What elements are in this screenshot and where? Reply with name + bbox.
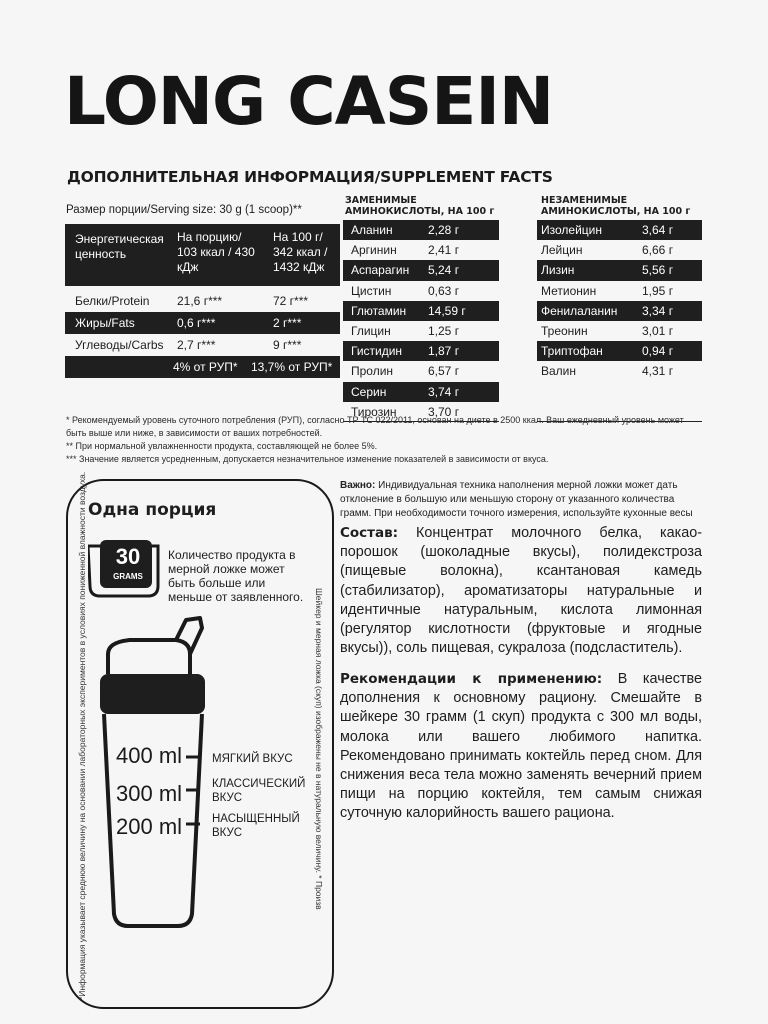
volume-400: 400 ml [116,743,183,768]
amino-value: 4,31 г [642,364,674,379]
amino-name: Гистидин [351,344,403,359]
footnotes [66,414,706,466]
usage-text: В качестве дополнения к основному рациону. Смешайте в шейкере 30 грамм (1 скуп) продукта с 300 мл воды, молока или вашего любимого напитка. Рекомендовано принимать коктейль перед сном. Для снижения веса тела можно заменять вечерний прием пищи на порцию коктейля, тем самым снижая суточную калорийность вашего рациона. [340,671,702,822]
rup-portion: 4% от РУП* [173,360,238,374]
amino-name: Лизин [541,263,575,278]
amino-name: Цистин [351,283,392,298]
amino-name: Фенилаланин [541,303,618,318]
rup-per100: 13,7% от РУП* [251,360,333,374]
scoop-note: Количество продукта в мерной ложке может быть больше или меньше от заявленного. [168,548,304,604]
amino-value: 3,34 г [642,303,674,318]
amino-row [537,281,702,301]
nutrient-portion: 21,6 г*** [177,294,223,308]
nutrition-row-fats [65,312,340,334]
amino-row [343,260,499,280]
nutrient-portion: 0,6 г*** [177,316,216,330]
amino-value: 3,74 г [428,384,460,399]
footnote: ** При нормальной увлажненности продукта, составляющей не более 5%. [66,441,378,451]
important-note [340,479,705,521]
amino-value: 0,94 г [642,344,674,359]
essential-amino-header [541,195,690,217]
vertical-note-left: *Информация указывает среднюю величину на основании лабораторных экспериментов в условиях пониженной влажности воздуха. [77,471,87,1000]
amino-name: Аргинин [351,243,397,258]
amino-row [343,341,499,361]
amino-row [343,321,499,341]
amino-row [537,240,702,260]
nutrient-per100: 72 г*** [273,294,309,308]
amino-name: Метионин [541,283,597,298]
amino-row [343,240,499,260]
essential-header-line1: НЕЗАМЕНИМЫЕ [541,195,628,206]
essential-header-line2: АМИНОКИСЛОТЫ, НА 100 г [541,206,691,217]
amino-row [343,220,499,240]
scoop-number: 30 [115,544,141,569]
amino-row [537,260,702,280]
amino-value: 5,24 г [428,263,460,278]
nutrition-table [65,224,340,378]
nutrient-label: Углеводы/Carbs [75,338,164,352]
amino-name: Триптофан [541,344,603,359]
composition [340,524,702,658]
amino-row [537,341,702,361]
nutrient-portion: 2,7 г*** [177,338,216,352]
amino-value: 1,95 г [642,283,674,298]
amino-name: Глицин [351,323,391,338]
usage-recommendations [340,670,702,824]
serving-size: Размер порции/Serving size: 30 g (1 scoop)** [66,204,302,216]
amino-name: Аспарагин [351,263,410,278]
amino-row [537,301,702,321]
energy-per-100g: На 100 г/ 342 ккал / 1432 кДж [273,230,328,274]
amino-name: Лейцин [541,243,583,258]
vertical-note-right: Шейкер и мерная ложка (скуп) изображены не в натуральную величину. * Произв [314,588,324,910]
usage-label: Рекомендации к применению: [340,671,603,687]
replaceable-amino-header [345,195,494,217]
amino-row [343,361,499,381]
amino-row [343,281,499,301]
amino-name: Валин [541,364,577,379]
amino-value: 1,25 г [428,323,460,338]
taste-classic: КЛАССИЧЕСКИЙ ВКУС [212,778,306,804]
volume-300: 300 ml [116,781,183,806]
amino-name: Пролин [351,364,394,379]
amino-value: 2,28 г [428,223,460,237]
amino-name: Глютамин [351,303,407,318]
replaceable-header-line1: ЗАМЕНИМЫЕ [345,195,417,206]
energy-row [65,224,340,286]
nutrition-row-rup [65,356,340,378]
amino-value: 0,63 г [428,283,460,298]
amino-name: Изолейцин [541,223,602,237]
amino-row [537,361,702,381]
amino-value: 5,56 г [642,263,674,278]
nutrient-label: Жиры/Fats [75,316,135,330]
amino-value: 3,64 г [642,223,674,237]
amino-value: 1,87 г [428,344,460,359]
volume-200: 200 ml [116,814,183,839]
page-title: LONG CASEIN [64,63,554,140]
section-subtitle: ДОПОЛНИТЕЛЬНАЯ ИНФОРМАЦИЯ/SUPPLEMENT FACTS [67,168,553,186]
amino-value: 3,70 г [428,404,460,419]
amino-row [343,301,499,321]
essential-amino-table [537,220,702,422]
footnote: * Рекомендуемый уровень суточного потребления (РУП), согласно ТР ТС 022/2011, основан на диете в 2500 ккал. Ваш ежедневный уровень может быть выше или ниже, в зависимости от ваших потребностей. [66,415,684,438]
portion-title: Одна порция [88,500,217,520]
nutrient-per100: 9 г*** [273,338,302,352]
amino-value: 2,41 г [428,243,460,258]
important-text: Индивидуальная техника наполнения мерной ложки может дать отклонение в большую или меньшую сторону от указанного количества грамм. При необходимости точного измерения, используйте кухонные весы [340,480,693,519]
amino-value: 6,66 г [642,243,674,258]
amino-row [537,220,702,240]
nutrient-per100: 2 г*** [273,316,302,330]
composition-label: Состав: [340,525,399,541]
taste-soft: МЯГКИЙ ВКУС [212,753,293,765]
amino-row [537,321,702,341]
amino-name: Тирозин [351,404,397,419]
energy-label: Энергетическая ценность [75,232,164,261]
amino-value: 3,01 г [642,323,674,338]
energy-per-portion: На порцию/ 103 ккал / 430 кДж [177,230,255,274]
replaceable-amino-table [343,220,499,422]
amino-value: 14,59 г [428,303,466,318]
amino-value: 6,57 г [428,364,460,379]
taste-rich: НАСЫЩЕННЫЙ ВКУС [212,813,300,839]
amino-row [343,382,499,402]
amino-name: Аланин [351,223,393,237]
amino-row-empty [537,382,702,402]
nutrition-row-protein [65,290,340,312]
amino-name: Серин [351,384,387,399]
important-label: Важно: [340,480,376,491]
amino-name: Треонин [541,323,588,338]
nutrition-row-carbs [65,334,340,356]
shaker-icon [90,614,215,944]
footnote: *** Значение является усредненным, допускается незначительное изменение показателей в зависимости от вкуса. [66,454,549,464]
nutrient-label: Белки/Protein [75,294,150,308]
scoop-unit: GRAMS [113,572,143,581]
composition-text: Концентрат молочного белка, какао-порошок (шоколадные вкусы), полидекстроза (пищевые волокна), ксантановая камедь (стабилизатор), ароматизаторы натуральные и идентичные натуральным, кислота лимонная (регулятор кислотности (фруктовые и ягодные вкусы)), соль пищевая, сукралоза (подсластитель). [340,525,702,657]
replaceable-header-line2: АМИНОКИСЛОТЫ, НА 100 г [345,206,495,217]
